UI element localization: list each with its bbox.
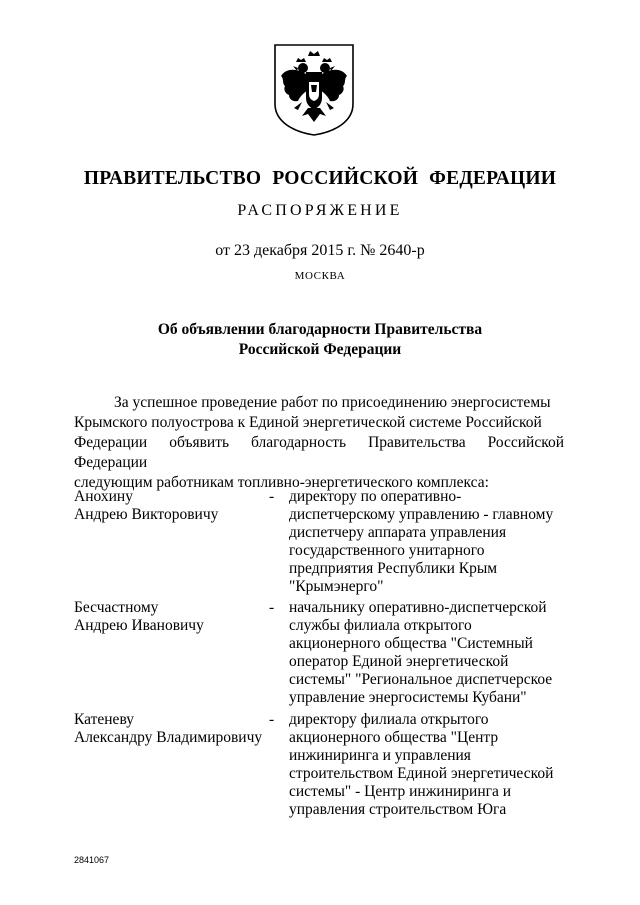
recipient-position-line: акционерного общества "Системный — [289, 635, 533, 652]
heading-line: Российской Федерации — [238, 341, 402, 358]
document-heading — [110, 320, 530, 360]
document-city: МОСКВА — [294, 270, 346, 282]
recipient-dash: - — [269, 599, 275, 616]
intro-paragraph — [74, 393, 564, 493]
recipient-name-line: Анохину — [74, 488, 133, 505]
government-title: ПРАВИТЕЛЬСТВО РОССИЙСКОЙ ФЕДЕРАЦИИ — [83, 168, 557, 189]
recipient-name-line: Катеневу — [74, 711, 134, 728]
document-type: РАСПОРЯЖЕНИЕ — [237, 202, 403, 219]
document-code: 2841067 — [74, 855, 110, 865]
recipient-position-line: управление энергосистемы Кубани" — [289, 689, 527, 706]
intro-line: За успешное проведение работ по присоединению энергосистемы — [114, 394, 551, 411]
recipient-position-line: акционерного общества "Центр — [289, 729, 499, 746]
recipient-position — [289, 488, 569, 596]
recipient-position — [289, 599, 569, 707]
russian-coat-of-arms-icon — [272, 42, 356, 138]
recipient-name-line: Александру Владимировичу — [74, 729, 263, 746]
intro-line: следующим работникам топливно-энергетического комплекса: — [74, 474, 489, 491]
recipient-name-line: Андрею Викторовичу — [74, 506, 219, 523]
intro-line: Крымского полуострова к Единой энергетической системе Российской — [74, 414, 542, 431]
recipient-position-line: инжиниринга и управления — [289, 747, 471, 764]
heading-line: Об объявлении благодарности Правительства — [157, 321, 483, 338]
recipient-position-line: "Крымэнерго" — [289, 578, 384, 595]
recipient-position-line: директору филиала открытого — [289, 711, 489, 728]
document-date-number: от 23 декабря 2015 г. № 2640-р — [215, 242, 425, 259]
recipient-position-line: управления строительством Юга — [289, 801, 507, 818]
recipient-name — [74, 488, 274, 524]
recipient-position-line: системы" - Центр инжиниринга и — [289, 783, 512, 800]
recipient-name-line: Бесчастному — [74, 599, 159, 616]
recipient-dash: - — [269, 711, 275, 728]
recipient-position-line: начальнику оперативно-диспетчерской — [289, 599, 547, 616]
recipient-position-line: службы филиала открытого — [289, 617, 472, 634]
recipient-position-line: системы" "Региональное диспетчерское — [289, 671, 553, 688]
recipient-dash: - — [269, 488, 275, 505]
recipient-position-line: диспетчеру аппарата управления — [289, 524, 507, 541]
recipient-position — [289, 711, 569, 819]
intro-line: Федерации объявить благодарность Правительства Российской Федерации — [74, 434, 564, 471]
recipient-name-line: Андрею Ивановичу — [74, 617, 204, 634]
recipient-position-line: строительством Единой энергетической — [289, 765, 554, 782]
recipient-position-line: государственного унитарного — [289, 542, 485, 559]
recipient-name — [74, 711, 274, 747]
recipient-position-line: директору по оперативно- — [289, 488, 462, 505]
recipient-position-line: оператор Единой энергетической — [289, 653, 509, 670]
recipient-position-line: предприятия Республики Крым — [289, 560, 498, 577]
recipient-name — [74, 599, 274, 635]
coat-of-arms-emblem — [272, 42, 356, 138]
recipient-position-line: диспетчерскому управлению - главному — [289, 506, 554, 523]
